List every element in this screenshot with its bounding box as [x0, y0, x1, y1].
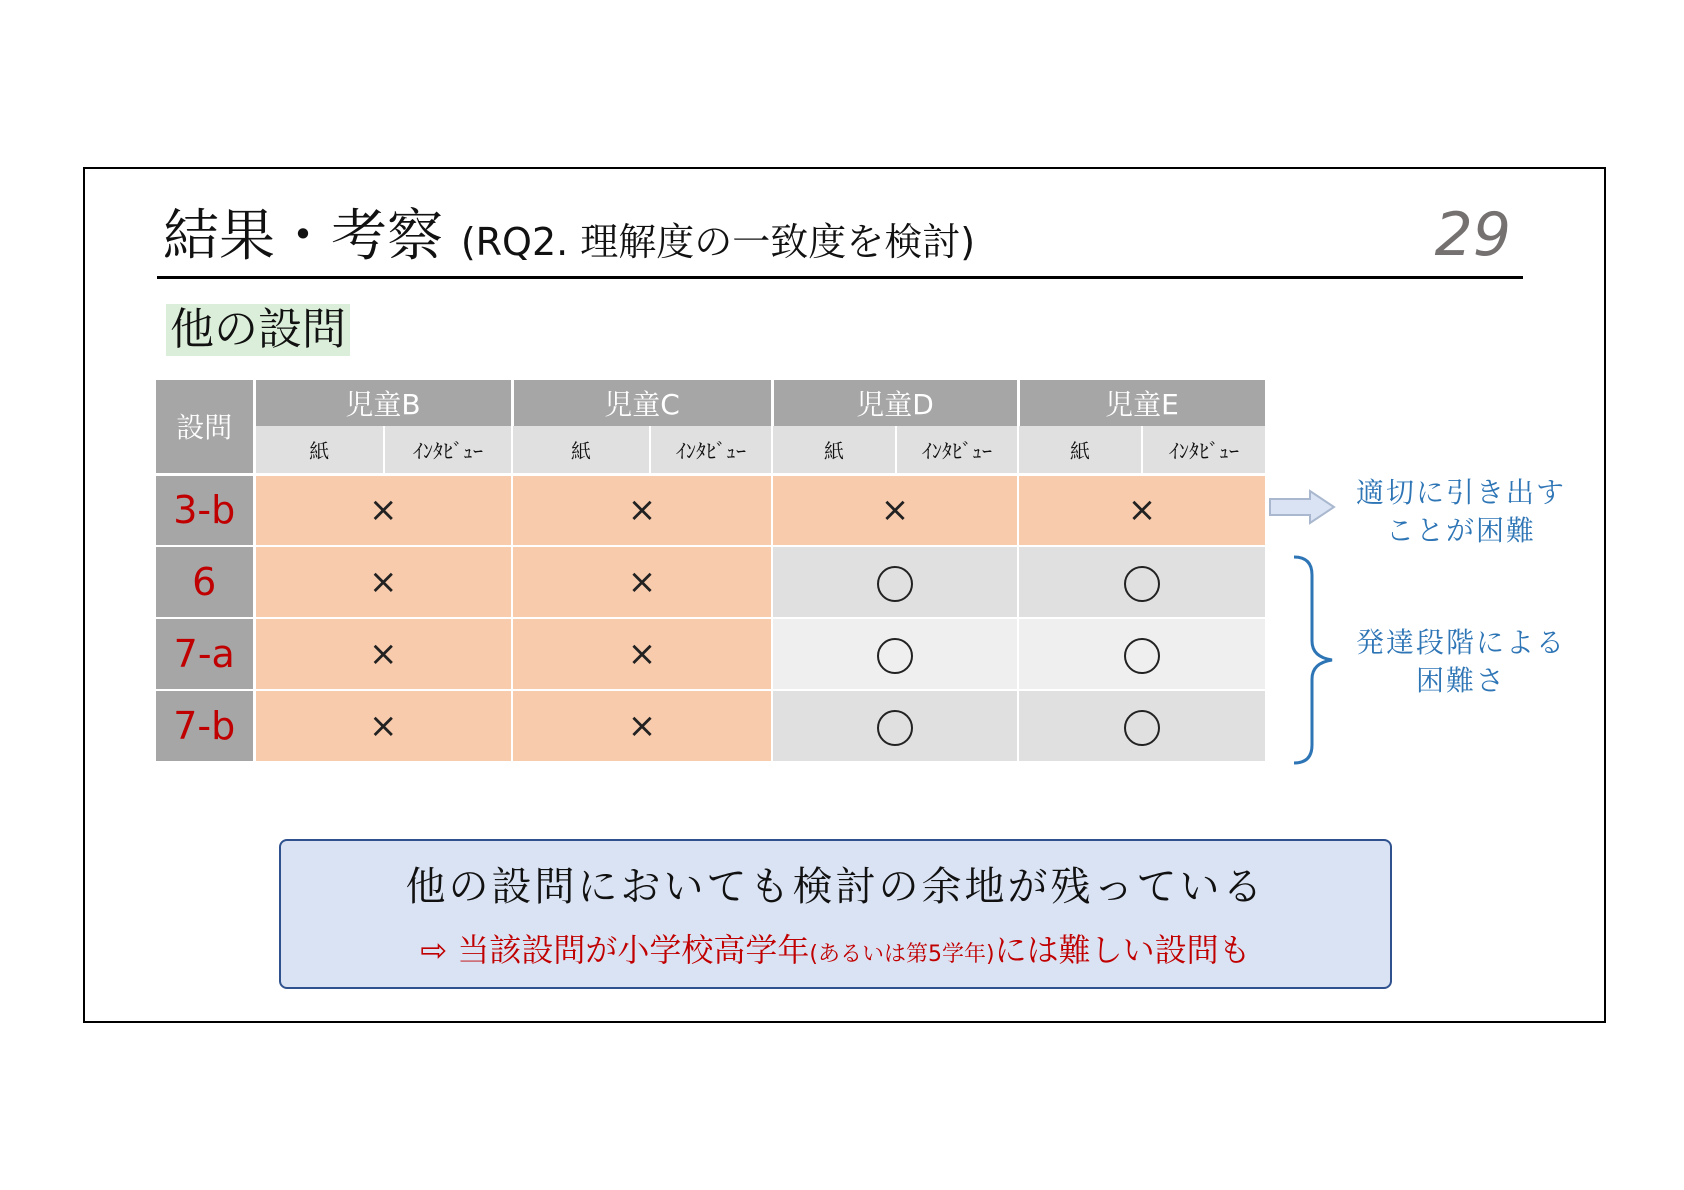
- circle-mark: [877, 710, 913, 746]
- conclusion-sub-before: 当該設問が小学校高学年: [457, 931, 810, 969]
- implication-arrow-icon: ⇨: [420, 931, 448, 969]
- header-interview: ｲﾝﾀﾋﾞｭｰ: [650, 426, 772, 474]
- result-cell: [1018, 690, 1266, 762]
- result-cell: [512, 546, 772, 618]
- table-row: [156, 474, 1266, 546]
- brace-note-line2: 困難さ: [1415, 664, 1506, 697]
- row-label: 7-b: [156, 690, 254, 762]
- circle-mark: [877, 566, 913, 602]
- arrow-note-line2: ことが困難: [1385, 514, 1536, 547]
- title-bar: [157, 195, 1523, 279]
- header-paper: 紙: [1018, 426, 1142, 474]
- row-label: 7-a: [156, 618, 254, 690]
- header-child-c: 児童C: [512, 380, 772, 426]
- header-interview: ｲﾝﾀﾋﾞｭｰ: [896, 426, 1018, 474]
- result-cell: [254, 690, 512, 762]
- arrow-note-line1: 適切に引き出す: [1355, 476, 1566, 509]
- result-cell: [254, 618, 512, 690]
- slide-title: [163, 205, 975, 274]
- result-cell: [772, 618, 1018, 690]
- table-row: [156, 546, 1266, 618]
- cross-mark: ×: [880, 490, 910, 531]
- result-cell: [512, 618, 772, 690]
- cross-mark: ×: [627, 490, 657, 531]
- header-interview: ｲﾝﾀﾋﾞｭｰ: [384, 426, 512, 474]
- header-paper: 紙: [512, 426, 650, 474]
- table-row: [156, 690, 1266, 762]
- result-cell: [1018, 474, 1266, 546]
- title-subtitle: (RQ2. 理解度の一致度を検討): [460, 220, 976, 264]
- title-text: 結果・考察: [163, 204, 443, 269]
- brace-note: [1346, 624, 1576, 700]
- result-cell: [1018, 546, 1266, 618]
- cross-mark: ×: [627, 634, 657, 674]
- right-arrow-icon: [1268, 489, 1338, 529]
- circle-mark: [1124, 566, 1160, 602]
- cross-mark: ×: [369, 706, 398, 746]
- conclusion-sub: [281, 929, 1390, 976]
- row-label: 6: [156, 546, 254, 618]
- row-label: 3-b: [156, 474, 254, 546]
- cross-mark: ×: [369, 490, 398, 531]
- result-cell: [512, 690, 772, 762]
- cross-mark: ×: [627, 706, 657, 746]
- conclusion-sub-small: (あるいは第5学年): [809, 942, 995, 967]
- header-row-children: [156, 380, 1266, 426]
- header-child-d: 児童D: [772, 380, 1018, 426]
- cross-mark: ×: [369, 562, 398, 602]
- header-child-b: 児童B: [254, 380, 512, 426]
- circle-mark: [1124, 638, 1160, 674]
- header-interview: ｲﾝﾀﾋﾞｭｰ: [1142, 426, 1266, 474]
- result-cell: [512, 474, 772, 546]
- header-question: 設問: [156, 380, 254, 474]
- cross-mark: ×: [369, 634, 398, 674]
- cross-mark: ×: [1127, 490, 1157, 531]
- table-row: [156, 618, 1266, 690]
- result-cell: [1018, 618, 1266, 690]
- conclusion-box: [279, 839, 1392, 989]
- result-cell: [254, 546, 512, 618]
- arrow-note: [1346, 474, 1576, 550]
- circle-mark: [1124, 710, 1160, 746]
- right-brace-icon: [1290, 553, 1340, 771]
- header-paper: 紙: [772, 426, 896, 474]
- conclusion-sub-after: には難しい設問も: [994, 931, 1251, 969]
- result-cell: [772, 474, 1018, 546]
- brace-note-line1: 発達段階による: [1355, 626, 1566, 659]
- result-cell: [772, 546, 1018, 618]
- slide-number: 29: [1434, 200, 1511, 270]
- circle-mark: [877, 638, 913, 674]
- cross-mark: ×: [627, 562, 657, 602]
- result-table: [156, 380, 1268, 763]
- header-child-e: 児童E: [1018, 380, 1266, 426]
- section-label: 他の設問: [166, 304, 350, 356]
- result-cell: [254, 474, 512, 546]
- header-row-methods: [156, 426, 1266, 474]
- header-paper: 紙: [254, 426, 384, 474]
- result-cell: [772, 690, 1018, 762]
- conclusion-main: 他の設問においても検討の余地が残っている: [405, 864, 1266, 910]
